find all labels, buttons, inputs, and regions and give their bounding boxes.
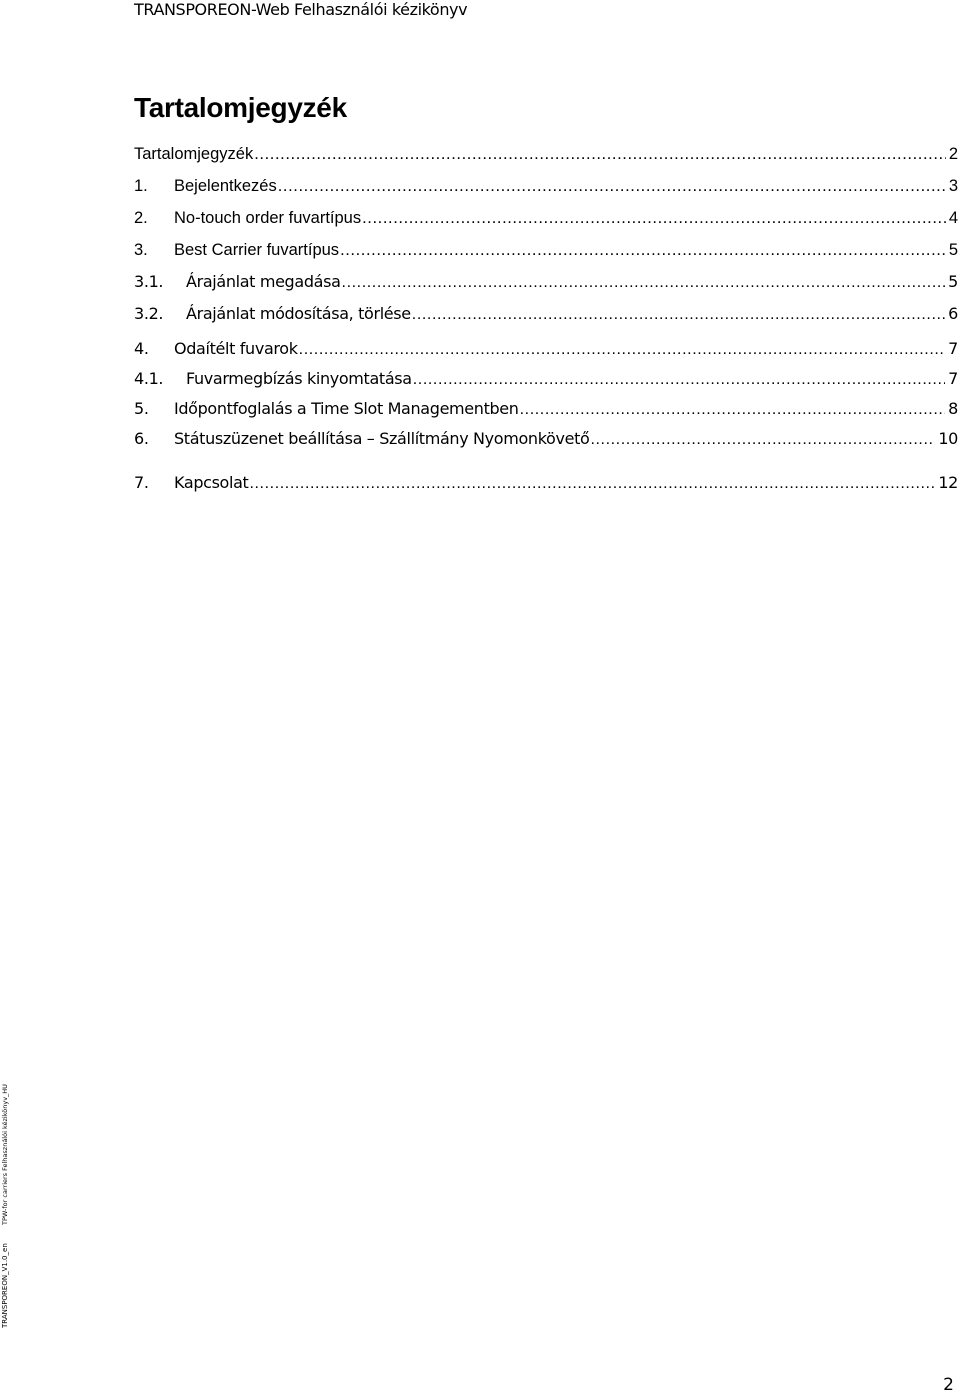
toc-dot-leader [590, 427, 935, 453]
toc-entry-page: 3 [948, 177, 958, 195]
toc-dot-leader [254, 141, 946, 167]
toc-entry-number: 2. [134, 209, 148, 227]
side-document-name: TPW-for carriers Felhasználói kézikönyv_HU [1, 1084, 9, 1225]
toc-entry-number: 6. [134, 429, 149, 448]
toc-entry-number: 1. [134, 177, 148, 195]
toc-entry-text: Státuszüzenet beállítása – Szállítmány Nyomonkövető [174, 429, 590, 448]
toc-entry-number: 3.2. [134, 304, 164, 323]
toc-entry-5[interactable] [134, 396, 958, 422]
toc-entry-3-1[interactable] [134, 269, 958, 295]
toc-dot-leader [278, 173, 946, 199]
toc-entry-page: 12 [938, 473, 958, 492]
toc-dot-leader [340, 237, 946, 263]
toc-entry-4[interactable] [134, 336, 958, 362]
toc-entry-page: 4 [948, 209, 958, 227]
toc-dot-leader [520, 397, 946, 423]
toc-entry-page: 10 [938, 429, 958, 448]
toc-entry-page: 2 [948, 145, 958, 163]
toc-entry-1[interactable] [134, 173, 958, 199]
toc-entry-3-2[interactable] [134, 301, 958, 327]
toc-entry-text: Tartalomjegyzék [134, 145, 254, 163]
toc-entry-page: 7 [948, 339, 958, 358]
toc-dot-leader [413, 367, 945, 393]
toc-dot-leader [412, 302, 945, 328]
toc-entry-number: 4. [134, 339, 149, 358]
toc-entry-text: No-touch order fuvartípus [174, 209, 362, 227]
toc-dot-leader [299, 337, 946, 363]
toc-entry-text: Fuvarmegbízás kinyomtatása [186, 369, 412, 388]
toc-entry-page: 7 [948, 369, 958, 388]
toc-entry-page: 6 [948, 304, 958, 323]
toc-entry-number: 3.1. [134, 272, 164, 291]
page-title: Tartalomjegyzék [134, 92, 347, 123]
toc-entry-text: Időpontfoglalás a Time Slot Managementben [174, 399, 519, 418]
toc-entry-3[interactable] [134, 237, 958, 263]
toc-entry-text: Árajánlat megadása [186, 272, 341, 291]
toc-entry-7[interactable] [134, 470, 958, 496]
toc-entry-number: 5. [134, 399, 149, 418]
side-document-code: TRANSPOREON_V1.0_en [1, 1243, 9, 1328]
page-number: 2 [943, 1375, 954, 1395]
toc-entry-number: 7. [134, 473, 149, 492]
toc-dot-leader [249, 471, 935, 497]
toc-entry-tartalomjegyzek[interactable] [134, 141, 958, 167]
toc-entry-text: Odaítélt fuvarok [174, 339, 298, 358]
toc-entry-page: 8 [948, 399, 958, 418]
toc-entry-6[interactable] [134, 426, 958, 452]
toc-entry-page: 5 [948, 272, 958, 291]
toc-entry-page: 5 [948, 241, 958, 259]
toc-dot-leader [362, 205, 946, 231]
toc-entry-number: 3. [134, 241, 148, 259]
toc-entry-text: Kapcsolat [174, 473, 249, 492]
toc-entry-text: Árajánlat módosítása, törlése [186, 304, 411, 323]
toc-entry-4-1[interactable] [134, 366, 958, 392]
toc-dot-leader [342, 270, 946, 296]
toc-entry-number: 4.1. [134, 369, 164, 388]
toc-entry-text: Best Carrier fuvartípus [174, 241, 340, 259]
toc-entry-text: Bejelentkezés [174, 177, 277, 195]
running-header: TRANSPOREON-Web Felhasználói kézikönyv [134, 0, 468, 19]
toc-entry-2[interactable] [134, 205, 958, 231]
